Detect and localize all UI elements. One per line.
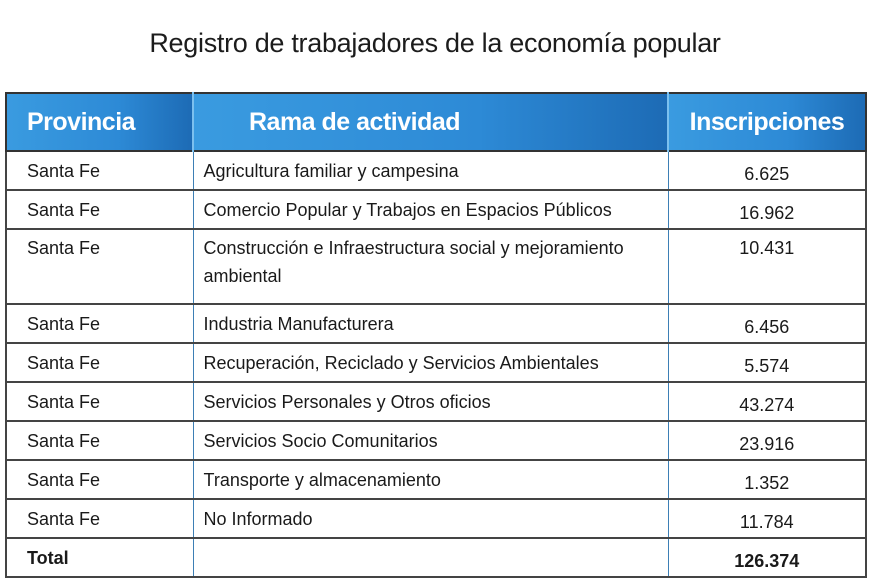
cell-provincia: Santa Fe	[6, 499, 193, 538]
cell-rama: Industria Manufacturera	[193, 304, 668, 343]
cell-inscripciones: 6.456	[668, 304, 866, 343]
total-row	[6, 538, 866, 577]
cell-rama: Construcción e Infraestructura social y mejoramiento ambiental	[193, 229, 668, 304]
header-row	[6, 93, 866, 151]
table-row	[6, 460, 866, 499]
cell-rama: Transporte y almacenamiento	[193, 460, 668, 499]
cell-rama: Comercio Popular y Trabajos en Espacios Públicos	[193, 190, 668, 229]
cell-rama: Servicios Personales y Otros oficios	[193, 382, 668, 421]
page-title: Registro de trabajadores de la economía popular	[149, 28, 721, 58]
cell-inscripciones: 11.784	[668, 499, 866, 538]
table-row	[6, 304, 866, 343]
cell-provincia: Santa Fe	[6, 229, 193, 304]
total-label: Total	[6, 538, 193, 577]
cell-rama: No Informado	[193, 499, 668, 538]
total-empty-cell	[193, 538, 668, 577]
header-inscripciones: Inscripciones	[668, 93, 866, 151]
cell-provincia: Santa Fe	[6, 382, 193, 421]
cell-inscripciones: 5.574	[668, 343, 866, 382]
table-row	[6, 421, 866, 460]
cell-inscripciones: 6.625	[668, 151, 866, 190]
cell-provincia: Santa Fe	[6, 151, 193, 190]
table-row	[6, 343, 866, 382]
table-row	[6, 382, 866, 421]
cell-provincia: Santa Fe	[6, 421, 193, 460]
cell-inscripciones: 10.431	[668, 229, 866, 304]
cell-inscripciones: 23.916	[668, 421, 866, 460]
cell-provincia: Santa Fe	[6, 304, 193, 343]
header-provincia: Provincia	[6, 93, 193, 151]
cell-rama: Recuperación, Reciclado y Servicios Ambientales	[193, 343, 668, 382]
table-row	[6, 499, 866, 538]
table-row	[6, 151, 866, 190]
cell-rama: Servicios Socio Comunitarios	[193, 421, 668, 460]
cell-inscripciones: 43.274	[668, 382, 866, 421]
total-value: 126.374	[668, 538, 866, 577]
table-row	[6, 229, 866, 304]
cell-provincia: Santa Fe	[6, 190, 193, 229]
registro-table	[5, 92, 867, 578]
cell-inscripciones: 16.962	[668, 190, 866, 229]
table-row	[6, 190, 866, 229]
cell-provincia: Santa Fe	[6, 460, 193, 499]
cell-inscripciones: 1.352	[668, 460, 866, 499]
cell-rama: Agricultura familiar y campesina	[193, 151, 668, 190]
cell-provincia: Santa Fe	[6, 343, 193, 382]
header-rama: Rama de actividad	[193, 93, 668, 151]
